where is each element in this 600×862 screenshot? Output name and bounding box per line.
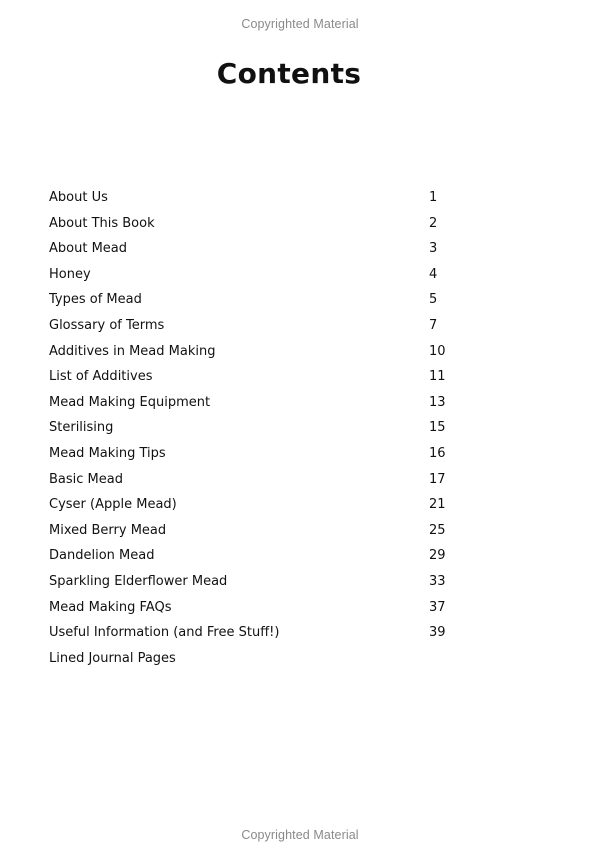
toc-entry [49,417,469,443]
toc-entry-page: 4 [429,266,438,282]
toc-entry-page: 2 [429,215,438,231]
toc-entry-page: 17 [429,471,446,487]
toc-entry-page: 21 [429,497,446,513]
toc-entry-page: 3 [429,241,438,257]
toc-entry-title: Mead Making Equipment [49,394,211,410]
toc-entry-page: 10 [429,343,446,359]
toc-entry-page: 25 [429,522,446,538]
toc-entry [49,366,469,392]
toc-entry-page: 29 [429,548,446,564]
toc-entry-title: List of Additives [49,369,153,385]
toc-entry-page: 5 [429,292,438,308]
toc-entry-title: About This Book [49,215,155,231]
toc-entry-page: 11 [429,369,446,385]
toc-entry [49,571,469,597]
toc-entry-title: Sparkling Elderflower Mead [49,573,228,589]
toc-entry-title: Dandelion Mead [49,548,155,564]
toc-entry [49,213,469,239]
toc-entry [49,392,469,418]
toc-entry [49,341,469,367]
copyright-watermark-top: Copyrighted Material [241,17,359,31]
copyright-watermark-bottom: Copyrighted Material [241,828,359,842]
toc-entry-title: Honey [49,266,91,282]
toc-entry-title: Mead Making FAQs [49,599,172,615]
toc-entry-title: Mixed Berry Mead [49,522,167,538]
toc-entry-title: Additives in Mead Making [49,343,216,359]
toc-entry-title: Cyser (Apple Mead) [49,497,177,513]
toc-entry-page: 15 [429,420,446,436]
toc-entry-title: Glossary of Terms [49,317,165,333]
toc-entry-title: Lined Journal Pages [49,650,176,666]
toc-entry [49,187,469,213]
toc-entry-page: 33 [429,573,446,589]
toc-entry-title: About Us [49,190,108,205]
page-title: Contents [216,57,362,90]
toc-entry [49,238,469,264]
toc-entry-page: 1 [429,190,438,205]
toc-entry [49,648,469,674]
toc-entry [49,545,469,571]
toc-entry [49,597,469,623]
toc-entry-title: Basic Mead [49,471,123,487]
toc-entry [49,520,469,546]
toc-entry-page: 37 [429,599,446,615]
toc-entry-title: About Mead [49,241,127,257]
toc-entry [49,264,469,290]
toc-entry-title: Useful Information (and Free Stuff!) [49,625,280,641]
table-of-contents [49,187,469,673]
toc-entry [49,315,469,341]
toc-entry-page: 13 [429,394,446,410]
toc-entry-page: 16 [429,445,446,461]
toc-entry [49,443,469,469]
toc-entry [49,622,469,648]
toc-entry-page: 7 [429,317,438,333]
toc-entry [49,494,469,520]
toc-entry [49,469,469,495]
toc-entry-title: Types of Mead [49,292,142,308]
toc-entry [49,289,469,315]
toc-entry-page: 39 [429,625,446,641]
toc-entry-title: Sterilising [49,420,114,436]
toc-entry-title: Mead Making Tips [49,445,166,461]
